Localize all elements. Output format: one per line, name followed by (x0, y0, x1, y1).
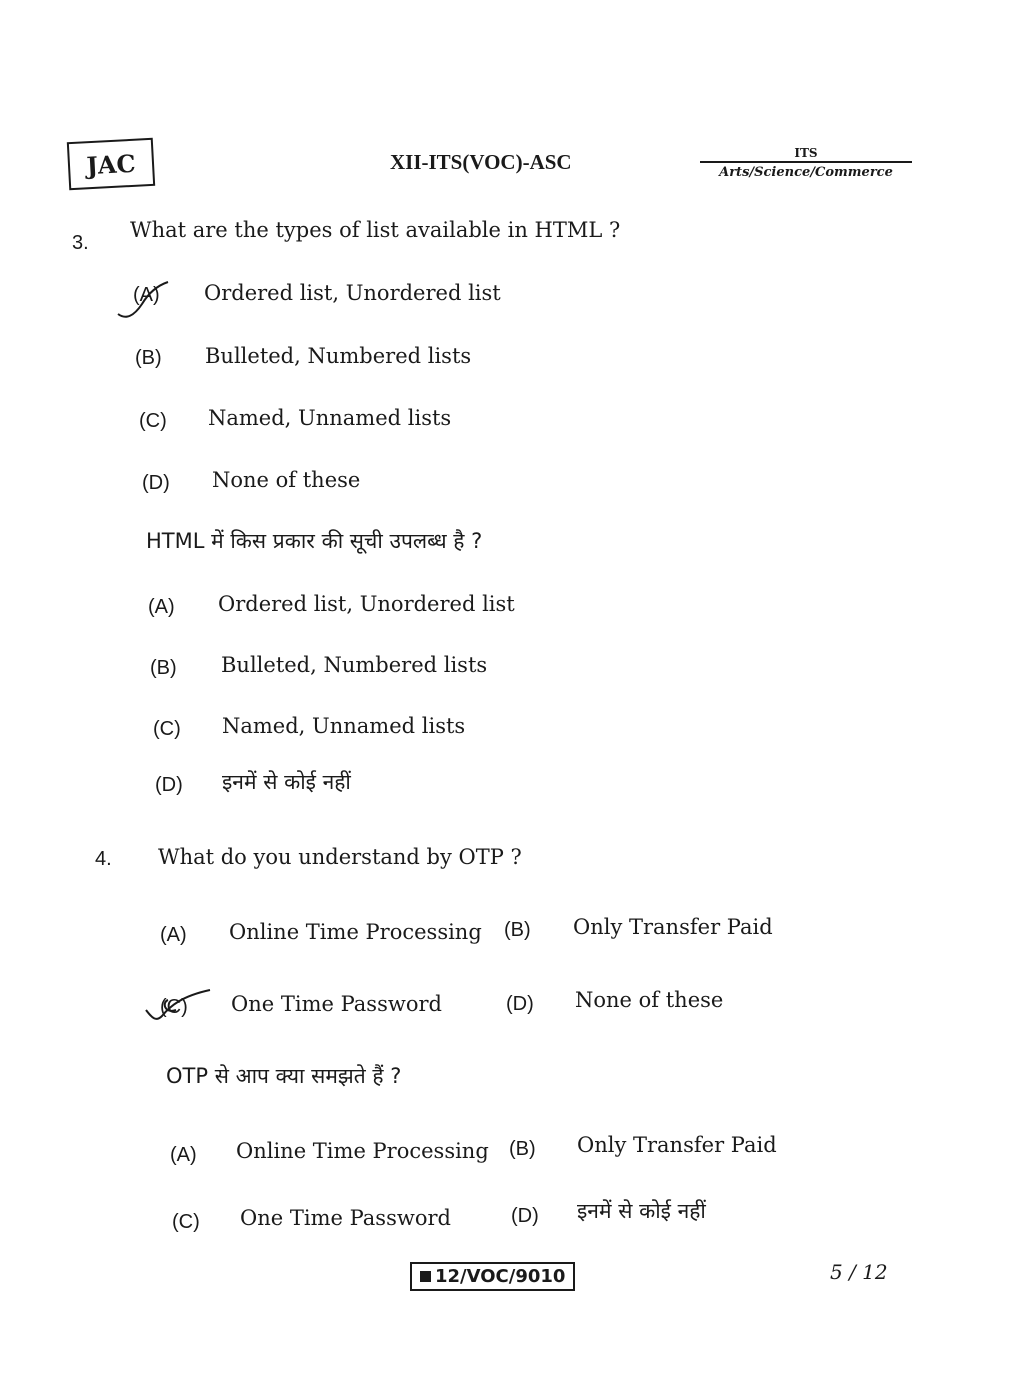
q4-en-opt-d-text: None of these (575, 988, 724, 1012)
q3-en-opt-a-label: (A) (133, 284, 160, 306)
q3-en-opt-d-label: (D) (142, 472, 170, 494)
q4-en-opt-b-text: Only Transfer Paid (573, 915, 773, 939)
subject-box (700, 146, 912, 180)
question-3-number: 3. (72, 232, 89, 254)
q4-hi-opt-c-text: One Time Password (240, 1206, 451, 1230)
q4-hi-opt-b-label: (B) (509, 1138, 536, 1160)
q3-hi-opt-c-label: (C) (153, 718, 181, 740)
square-mark-icon (420, 1271, 431, 1282)
booklet-code-text: 12/VOC/9010 (435, 1266, 566, 1287)
q3-en-opt-d-text: None of these (212, 468, 361, 492)
q3-hi-opt-b-label: (B) (150, 657, 177, 679)
booklet-code (410, 1262, 575, 1291)
q3-en-opt-c-text: Named, Unnamed lists (208, 406, 452, 430)
question-4-number: 4. (95, 848, 112, 870)
question-3-hindi-text: HTML में किस प्रकार की सूची उपलब्ध है ? (146, 529, 483, 553)
q4-en-opt-b-label: (B) (504, 919, 531, 941)
q4-hi-opt-a-label: (A) (170, 1144, 197, 1166)
q3-hi-opt-d-label: (D) (155, 774, 183, 796)
q3-hi-opt-c-text: Named, Unnamed lists (222, 714, 466, 738)
q4-hi-opt-a-text: Online Time Processing (236, 1139, 489, 1163)
question-3-text: What are the types of list available in HTML ? (130, 218, 621, 242)
q4-en-opt-a-text: Online Time Processing (229, 920, 482, 944)
q3-hi-opt-a-text: Ordered list, Unordered list (218, 592, 515, 616)
subject-short: ITS (700, 146, 912, 163)
q3-en-opt-b-text: Bulleted, Numbered lists (205, 344, 472, 368)
q4-en-opt-c-text: One Time Password (231, 992, 442, 1016)
jac-logo: JAC (67, 138, 155, 190)
q3-en-opt-b-label: (B) (135, 347, 162, 369)
streams: Arts/Science/Commerce (719, 165, 893, 180)
paper-code: XII-ITS(VOC)-ASC (390, 150, 572, 174)
q4-en-opt-a-label: (A) (160, 924, 187, 946)
q4-hi-opt-b-text: Only Transfer Paid (577, 1133, 777, 1157)
page-number: 5 / 12 (830, 1260, 888, 1284)
q3-hi-opt-a-label: (A) (148, 596, 175, 618)
q4-hi-opt-c-label: (C) (172, 1211, 200, 1233)
q4-en-opt-c-label: (C) (160, 996, 188, 1018)
q4-hi-opt-d-label: (D) (511, 1205, 539, 1227)
q4-en-opt-d-label: (D) (506, 993, 534, 1015)
question-4-text: What do you understand by OTP ? (158, 845, 522, 869)
q3-hi-opt-d-text: इनमें से कोई नहीं (222, 770, 351, 794)
q3-en-opt-a-text: Ordered list, Unordered list (204, 281, 501, 305)
q3-en-opt-c-label: (C) (139, 410, 167, 432)
q3-hi-opt-b-text: Bulleted, Numbered lists (221, 653, 488, 677)
question-4-hindi-text: OTP से आप क्या समझते हैं ? (166, 1064, 402, 1088)
q4-hi-opt-d-text: इनमें से कोई नहीं (577, 1199, 706, 1223)
